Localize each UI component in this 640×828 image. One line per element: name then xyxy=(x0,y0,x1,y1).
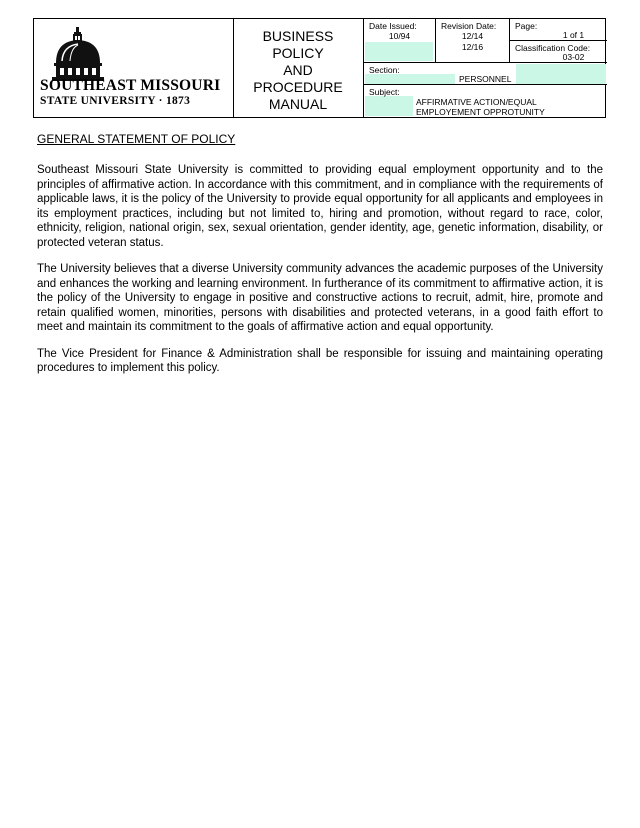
date-issued-label: Date Issued: xyxy=(369,21,417,31)
title-line-1: BUSINESS xyxy=(262,28,334,44)
date-issued-cell xyxy=(364,19,436,63)
classification-label: Classification Code: xyxy=(515,43,591,53)
revision-date-cell xyxy=(436,19,510,63)
policy-body xyxy=(37,132,603,388)
title-line-2: POLICY xyxy=(272,45,324,61)
logo-wordmark-line2: STATE UNIVERSITY · 1873 xyxy=(40,95,191,107)
subject-label: Subject: xyxy=(369,87,400,97)
policy-paragraph-2: The University believes that a diverse University community advances the academic purposes of the University and enhances the working and learning environment. In furtherance of its commitment to affirmative action, it is the policy of the University to engage in positive and constructive actions to recruit, admit, hire, promote and retain qualified women, minorities, persons with disabilities and protected veterans, in a good faith effort to meet and maintain its commitment to the goals of affirmative action and equal opportunity. xyxy=(37,263,603,333)
classification-cell xyxy=(510,41,607,63)
logo-wordmark-line1: SOUTHEAST MISSOURI xyxy=(40,77,221,94)
subject-cell xyxy=(364,85,607,117)
revision-date-value-1: 12/14 xyxy=(461,31,484,41)
subject-line-2: EMPLOYEMENT OPPROTUNITY xyxy=(416,107,545,117)
policy-header-table xyxy=(33,18,606,118)
subject-line-1: AFFIRMATIVE ACTION/EQUAL xyxy=(416,97,537,107)
logo-cell xyxy=(34,19,234,117)
title-line-5: MANUAL xyxy=(268,96,328,112)
section-label: Section: xyxy=(369,65,400,75)
date-issued-value: 10/94 xyxy=(388,31,411,41)
policy-paragraph-3: The Vice President for Finance & Administration shall be responsible for issuing and maintaining operating procedures to implement this policy. xyxy=(37,347,603,374)
section-heading: GENERAL STATEMENT OF POLICY xyxy=(37,132,236,146)
section-cell xyxy=(364,63,607,85)
title-line-4: PROCEDURE xyxy=(253,79,343,95)
revision-date-value-2: 12/16 xyxy=(461,42,484,52)
manual-title-cell xyxy=(233,19,364,117)
classification-value: 03-02 xyxy=(562,52,585,62)
university-dome-logo-icon xyxy=(48,27,108,83)
policy-paragraph-1: Southeast Missouri State University is committed to providing equal employment opportunity and to the principles of affirmative action. In accordance with this commitment, and in compliance with the requirements of applicable laws, it is the policy of the University to provide equal opportunity for all applicants and employees in its employment practices, including but not limited to, hiring and promotion, without regard to race, color, ethnicity, religion, national origin, sex, sexual orientation, gender identity, age, genetic information, disability, or protected veteran status. xyxy=(37,164,603,249)
page-value: 1 of 1 xyxy=(562,30,585,40)
section-value: PERSONNEL xyxy=(459,74,512,84)
revision-date-label: Revision Date: xyxy=(441,21,497,31)
title-line-3: AND xyxy=(283,62,313,78)
metadata-grid xyxy=(364,19,605,117)
page-cell xyxy=(510,19,607,41)
page-label: Page: xyxy=(515,21,538,31)
